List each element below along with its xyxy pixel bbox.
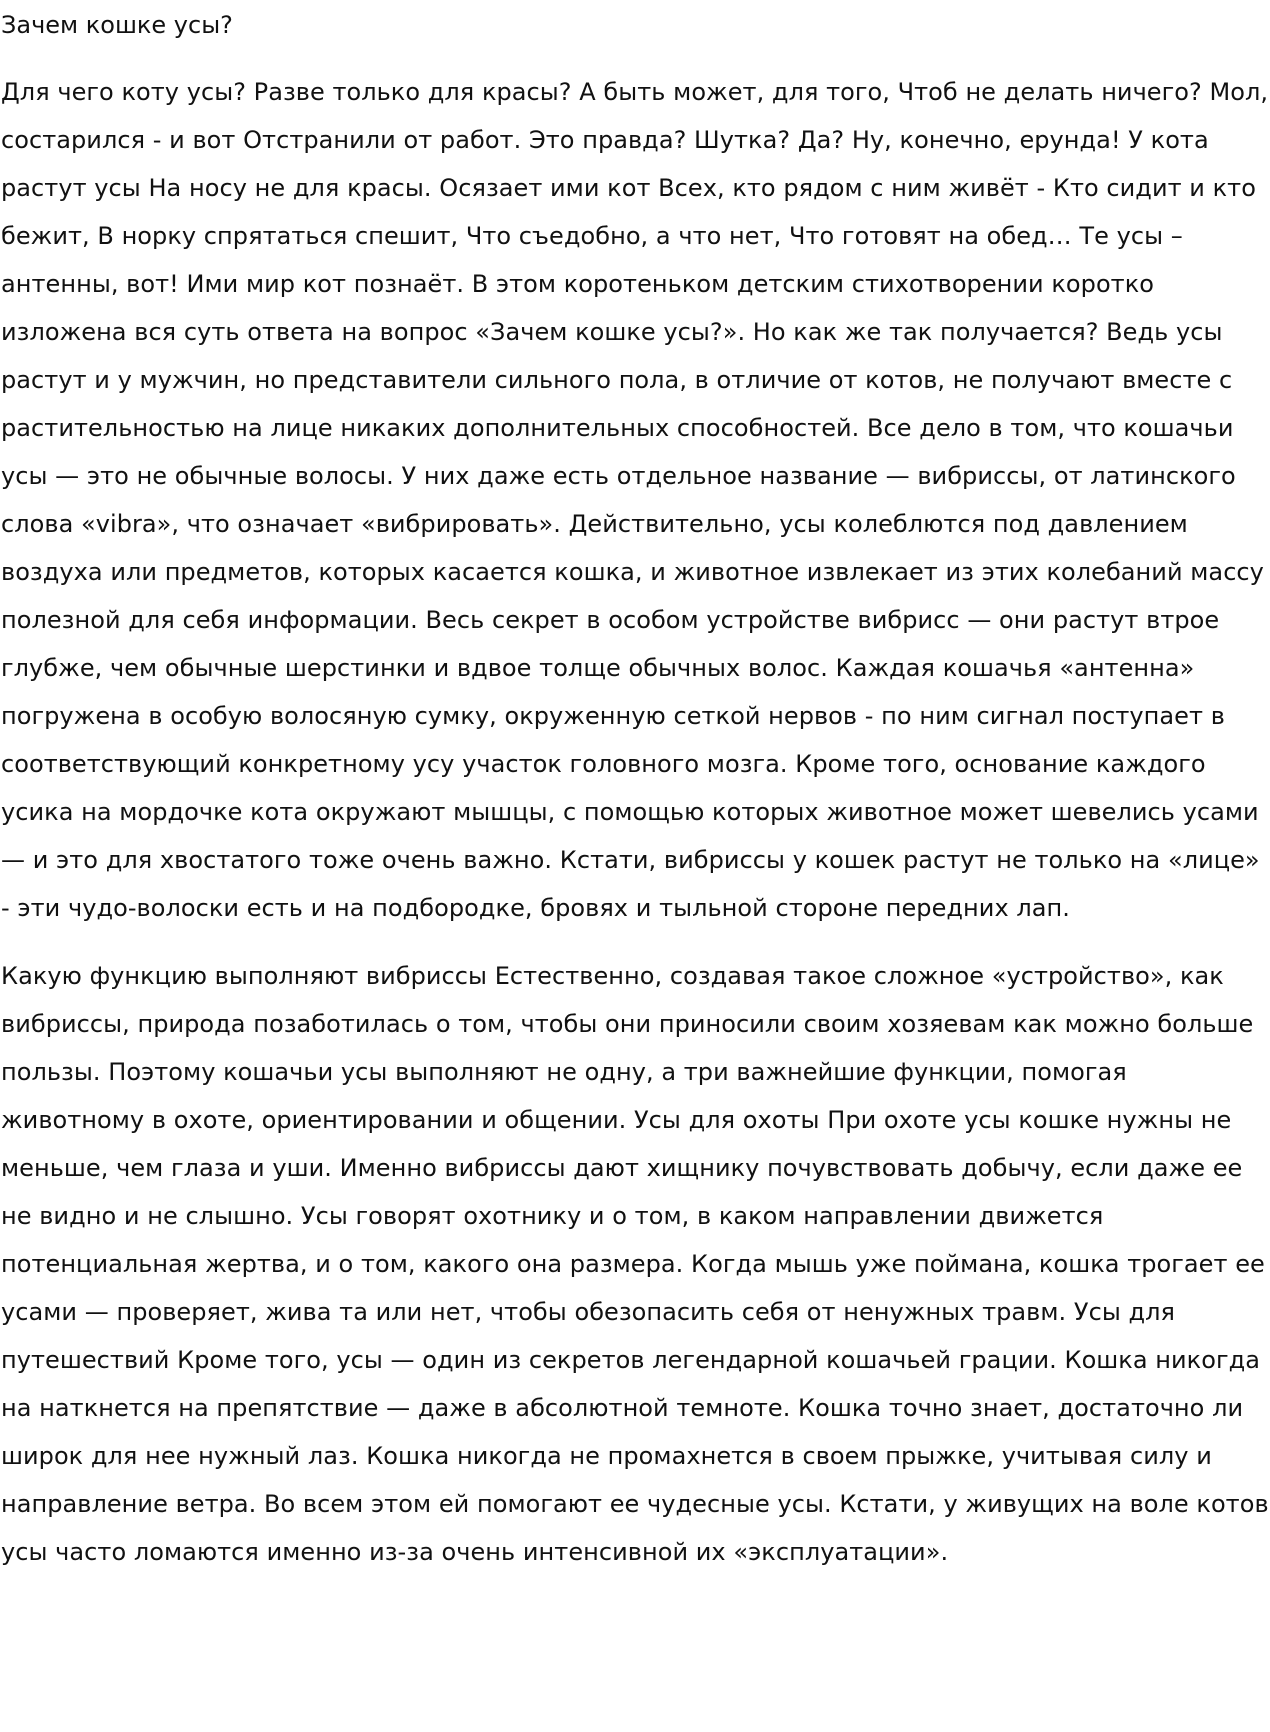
document-title: Зачем кошке усы? [1,11,233,39]
paragraph-1: Для чего коту усы? Разве только для красы? А быть может, для того, Чтоб не делать ничего? Мол, состарился - и вот Отстранили от работ. Это правда? Шутка? Да? Ну, конечно, ерунда! У кота растут усы На носу не для красы. Осязает ими кот Всех, кто рядом с ним живёт - Кто сидит и кто бежит, В норку спрятаться спешит, Что съедобно, а что нет, Что готовят на обед… Те усы – антенны, вот! Ими мир кот познаёт. В этом коротеньком детским стихотворении коротко изложена вся суть ответа на вопрос «Зачем кошке усы?». Но как же так получается? Ведь усы растут и у мужчин, но представители сильного пола, в отличие от котов, не получают вместе с растительностью на лице никаких дополнительных способностей. Все дело в том, что кошачьи усы — это не обычные волосы. У них даже есть отдельное название — вибриссы, от латинского слова «vibra», что означает «вибрировать». Действительно, усы колеблются под давлением воздуха или предметов, которых касается кошка, и животное извлекает из этих колебаний массу полезной для себя информации. Весь секрет в особом устройстве вибрисс — они растут втрое глубже, чем обычные шерстинки и вдвое толще обычных волос. Каждая кошачья «антенна» погружена в особую волосяную сумку, окруженную сеткой нервов - по ним сигнал поступает в соответствующий конкретному усу участок головного мозга. Кроме того, основание каждого усика на мордочке кота окружают мышцы, с помощью которых животное может шевелись усами — и это для хвостатого тоже очень важно. Кстати, вибриссы у кошек растут не только на «лице» - эти чудо-волоски есть и на подбородке, бровях и тыльной стороне передних лап. [1,78,1269,922]
paragraph-2: Какую функцию выполняют вибриссы Естественно, создавая такое сложное «устройство», как вибриссы, природа позаботилась о том, чтобы они приносили своим хозяевам как можно больше пользы. Поэтому кошачьи усы выполняют не одну, а три важнейшие функции, помогая животному в охоте, ориентировании и общении. Усы для охоты При охоте усы кошке нужны не меньше, чем глаза и уши. Именно вибриссы дают хищнику почувствовать добычу, если даже ее не видно и не слышно. Усы говорят охотнику и о том, в каком направлении движется потенциальная жертва, и о том, какого она размера. Когда мышь уже поймана, кошка трогает ее усами — проверяет, жива та или нет, чтобы обезопасить себя от ненужных травм. Усы для путешествий Кроме того, усы — один из секретов легендарной кошачьей грации. Кошка никогда на наткнется на препятствие — даже в абсолютной темноте. Кошка точно знает, достаточно ли широк для нее нужный лаз. Кошка никогда не промахнется в своем прыжке, учитывая силу и направление ветра. Во всем этом ей помогают ее чудесные усы. Кстати, у живущих на воле котов усы часто ломаются именно из-за очень интенсивной их «эксплуатации». [1,962,1269,1566]
